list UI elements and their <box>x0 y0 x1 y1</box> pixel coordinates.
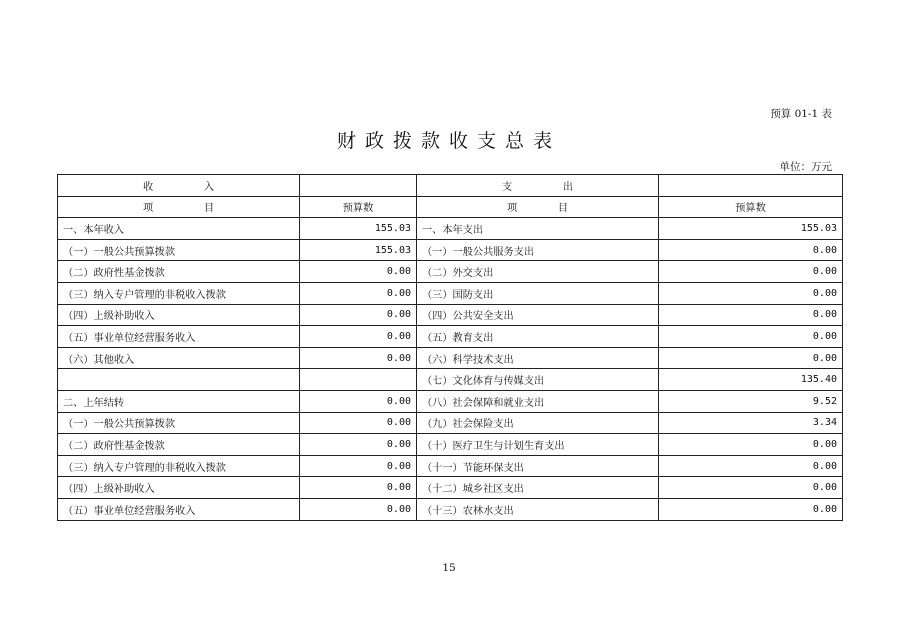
expense-budget-header: 预算数 <box>659 196 843 218</box>
income-value-cell: 155.03 <box>300 239 417 261</box>
income-item-cell: 一、本年收入 <box>58 218 300 240</box>
income-header-right: 入 <box>203 181 214 193</box>
income-item-cell: 二、上年结转 <box>58 390 300 412</box>
table-row <box>58 218 843 240</box>
table-row <box>58 455 843 477</box>
income-item-cell: （二）政府性基金拨款 <box>58 434 300 456</box>
expense-value-cell: 0.00 <box>659 477 843 499</box>
expense-item-cell: （十二）城乡社区支出 <box>417 477 659 499</box>
budget-table <box>57 174 843 521</box>
income-item-cell: （三）纳入专户管理的非税收入拨款 <box>58 455 300 477</box>
expense-value-cell: 3.34 <box>659 412 843 434</box>
income-value-cell: 0.00 <box>300 326 417 348</box>
income-value-cell: 0.00 <box>300 477 417 499</box>
page-title: 财政拨款收支总表 <box>336 130 561 152</box>
expense-item-cell: 一、本年支出 <box>417 218 659 240</box>
table-row <box>58 498 843 520</box>
expense-value-cell: 155.03 <box>659 218 843 240</box>
income-value-cell: 155.03 <box>300 218 417 240</box>
expense-item-cell: （十三）农林水支出 <box>417 498 659 520</box>
table-row <box>58 390 843 412</box>
expense-item-cell: （九）社会保险支出 <box>417 412 659 434</box>
income-value-cell: 0.00 <box>300 434 417 456</box>
income-value-cell: 0.00 <box>300 282 417 304</box>
page-number: 15 <box>442 562 456 574</box>
expense-item-cell: （十一）节能环保支出 <box>417 455 659 477</box>
expense-value-cell: 0.00 <box>659 326 843 348</box>
income-item-cell: （三）纳入专户管理的非税收入拨款 <box>58 282 300 304</box>
table-row <box>58 477 843 499</box>
unit-label: 单位：万元 <box>779 161 832 173</box>
income-value-cell: 0.00 <box>300 347 417 369</box>
expense-header-cell <box>417 175 659 197</box>
expense-value-cell: 0.00 <box>659 498 843 520</box>
expense-value-cell: 0.00 <box>659 347 843 369</box>
income-value-cell: 0.00 <box>300 498 417 520</box>
expense-value-cell: 0.00 <box>659 261 843 283</box>
table-row <box>58 326 843 348</box>
table-row <box>58 412 843 434</box>
income-item-cell: （一）一般公共预算拨款 <box>58 239 300 261</box>
expense-item-cell: （三）国防支出 <box>417 282 659 304</box>
form-number: 预算 01-1 表 <box>770 108 832 120</box>
expense-item-cell: （二）外交支出 <box>417 261 659 283</box>
expense-value-cell: 0.00 <box>659 434 843 456</box>
income-item-header-right: 目 <box>203 203 214 215</box>
expense-item-header-left: 项 <box>507 203 518 215</box>
expense-header-left: 支 <box>502 181 513 193</box>
income-item-header-left: 项 <box>143 203 154 215</box>
expense-item-cell: （四）公共安全支出 <box>417 304 659 326</box>
expense-value-cell: 0.00 <box>659 239 843 261</box>
expense-value-cell: 0.00 <box>659 282 843 304</box>
income-header-cell <box>58 175 300 197</box>
income-value-cell: 0.00 <box>300 304 417 326</box>
expense-value-cell: 0.00 <box>659 455 843 477</box>
income-item-cell: （四）上级补助收入 <box>58 477 300 499</box>
expense-value-cell: 0.00 <box>659 304 843 326</box>
table-row <box>58 304 843 326</box>
income-value-cell: 0.00 <box>300 261 417 283</box>
expense-item-header-right: 目 <box>557 203 568 215</box>
income-item-cell: （五）事业单位经营服务收入 <box>58 498 300 520</box>
income-value-cell <box>300 369 417 391</box>
income-item-cell: （二）政府性基金拨款 <box>58 261 300 283</box>
header-row-1 <box>58 175 843 197</box>
expense-item-header <box>417 196 659 218</box>
table-row <box>58 239 843 261</box>
income-item-cell: （一）一般公共预算拨款 <box>58 412 300 434</box>
expense-item-cell: （七）文化体育与传媒支出 <box>417 369 659 391</box>
expense-value-cell: 135.40 <box>659 369 843 391</box>
income-item-cell: （五）事业单位经营服务收入 <box>58 326 300 348</box>
table-row <box>58 434 843 456</box>
expense-header-right: 出 <box>562 181 573 193</box>
table-row <box>58 282 843 304</box>
table-row <box>58 347 843 369</box>
table-row <box>58 261 843 283</box>
income-value-cell: 0.00 <box>300 455 417 477</box>
income-value-cell: 0.00 <box>300 390 417 412</box>
income-item-cell: （六）其他收入 <box>58 347 300 369</box>
income-item-header <box>58 196 300 218</box>
income-budget-header: 预算数 <box>300 196 417 218</box>
header-row-2 <box>58 196 843 218</box>
expense-item-cell: （六）科学技术支出 <box>417 347 659 369</box>
expense-value-cell: 9.52 <box>659 390 843 412</box>
income-header-left: 收 <box>143 181 154 193</box>
income-header-blank <box>300 175 417 197</box>
income-item-cell <box>58 369 300 391</box>
income-item-cell: （四）上级补助收入 <box>58 304 300 326</box>
expense-item-cell: （一）一般公共服务支出 <box>417 239 659 261</box>
table-row <box>58 369 843 391</box>
expense-item-cell: （五）教育支出 <box>417 326 659 348</box>
expense-item-cell: （十）医疗卫生与计划生育支出 <box>417 434 659 456</box>
expense-item-cell: （八）社会保障和就业支出 <box>417 390 659 412</box>
income-value-cell: 0.00 <box>300 412 417 434</box>
expense-header-blank <box>659 175 843 197</box>
